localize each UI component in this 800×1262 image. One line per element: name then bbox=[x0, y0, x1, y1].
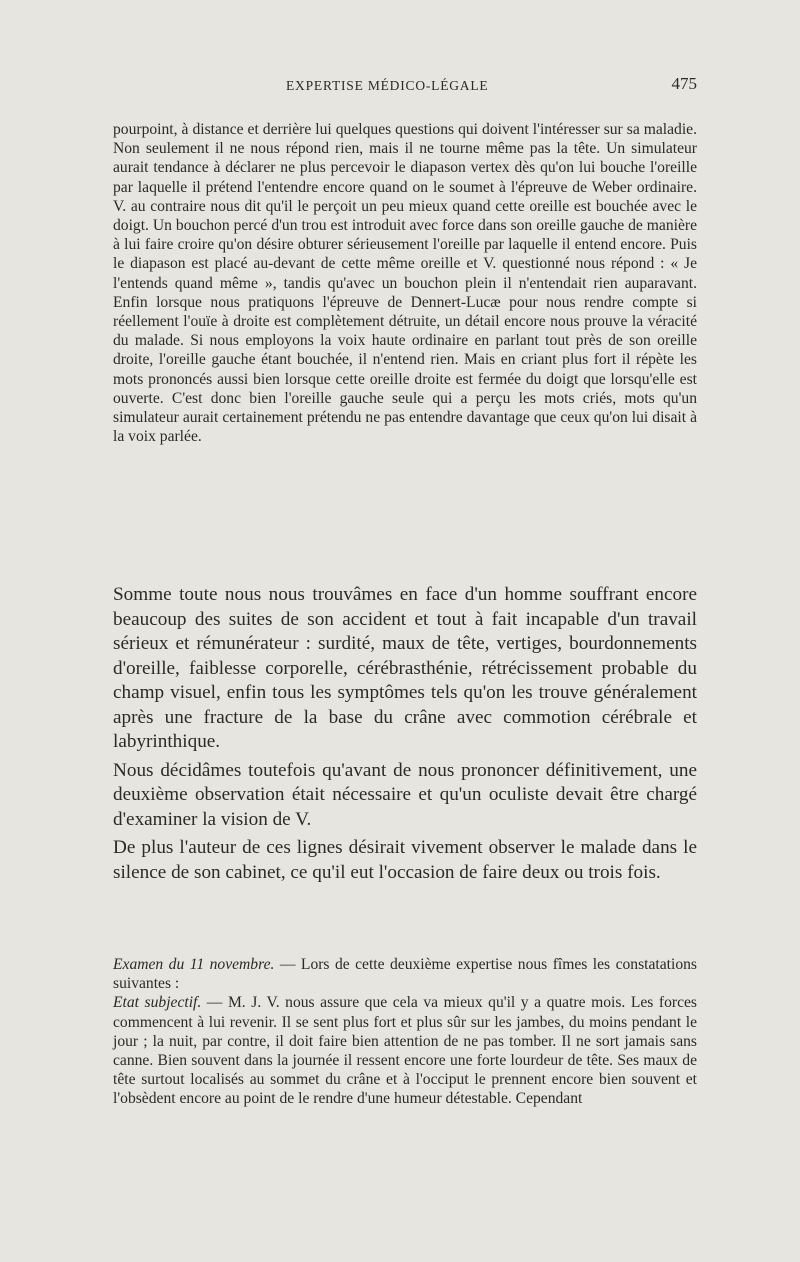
subjective-label: Etat subjectif. bbox=[113, 994, 202, 1012]
running-title: EXPERTISE MÉDICO-LÉGALE bbox=[286, 78, 489, 93]
paragraph: Somme toute nous nous trouvâmes en face d'un homme souffrant encore beaucoup des suites de son accident et tout à fait incapable d'un travail sérieux et rémunérateur : surdité, maux de tête, vertiges, bourdonnements d'oreille, faiblesse corporelle, cérébrasthénie, rétrécissement probable du champ visuel, enfin tous les symptômes tels qu'on les trouve généralement après une fracture de la base du crâne avec commotion cérébrale et labyrinthique. bbox=[113, 584, 697, 752]
paragraph: De plus l'auteur de ces lignes désirait vivement observer le malade dans le silence de son cabinet, ce qu'il eut l'occasion de faire deux ou trois fois. bbox=[113, 837, 697, 883]
body-text-large bbox=[113, 583, 697, 885]
paragraph: pourpoint, à distance et derrière lui quelques questions qui doivent l'intéresser sur sa maladie. Non seulement il ne nous répond rien, mais il ne tourne même pas la tête. Un simulateur aurait tendance à déclarer ne plus percevoir le diapason vertex dès qu'on lui bouche l'oreille par laquelle il prétend l'entendre encore quand on le soumet à l'épreuve de Weber ordinaire. V. au contraire nous dit qu'il le perçoit un peu mieux quand cette oreille est bouchée avec le doigt. Un bouchon percé d'un trou est introduit avec force dans son oreille gauche de manière à lui faire croire qu'on désire obturer sérieusement l'oreille par laquelle il entend encore. Puis le diapason est placé au-devant de cette même oreille et V. questionné nous répond : « Je l'entends quand même », tandis qu'avec un bouchon plein il n'entendait rien auparavant. Enfin lorsque nous pratiquons l'épreuve de Dennert-Lucæ pour nous rendre compte si réellement l'ouïe à droite est complètement détruite, un détail encore nous prouve la véracité du malade. Si nous employons la voix haute ordinaire en parlant tout près de son oreille droite, l'oreille gauche étant bouchée, il n'entend rien. Mais en criant plus fort il répète les mots prononcés aussi bien lorsque cette oreille droite est fermée du doigt que lorsqu'elle est ouverte. C'est donc bien l'oreille gauche seule qui a perçu les mots criés, mots qu'un simulateur aurait certainement prétendu ne pas entendre davantage que ceux qu'on lui disait à la voix parlée. bbox=[113, 121, 697, 446]
paragraph-exam bbox=[113, 955, 697, 993]
page-number: 475 bbox=[671, 74, 697, 93]
body-text-small-1 bbox=[113, 120, 697, 446]
exam-label: Examen du 11 novembre. bbox=[113, 956, 275, 973]
subjective-text: — M. J. V. nous assure que cela va mieux qu'il y a quatre mois. Les forces commencent à lui revenir. Il se sent plus fort et plus sûr sur les jambes, du moins pendant le jour ; la nuit, par contre, il doit faire bien attention de ne pas tomber. Il ne sort jamais sans canne. Bien souvent dans la journée il ressent encore une forte lourdeur de tête. Ses maux de tête surtout localisés au sommet du crâne et à l'occiput le prennent encore bien souvent et l'obsèdent encore au point de le rendre d'une humeur détestable. Cependant bbox=[113, 994, 697, 1108]
exam-text: — Lors de cette deuxième expertise nous fîmes les constatations suivantes : bbox=[113, 956, 697, 993]
paragraph: Nous décidâmes toutefois qu'avant de nous prononcer définitivement, une deuxième observation était nécessaire et qu'un oculiste devait être chargé d'examiner la vision de V. bbox=[113, 759, 697, 830]
paragraph-subjective bbox=[113, 993, 697, 1108]
body-text-small-2 bbox=[113, 955, 697, 1109]
running-header bbox=[113, 74, 697, 98]
